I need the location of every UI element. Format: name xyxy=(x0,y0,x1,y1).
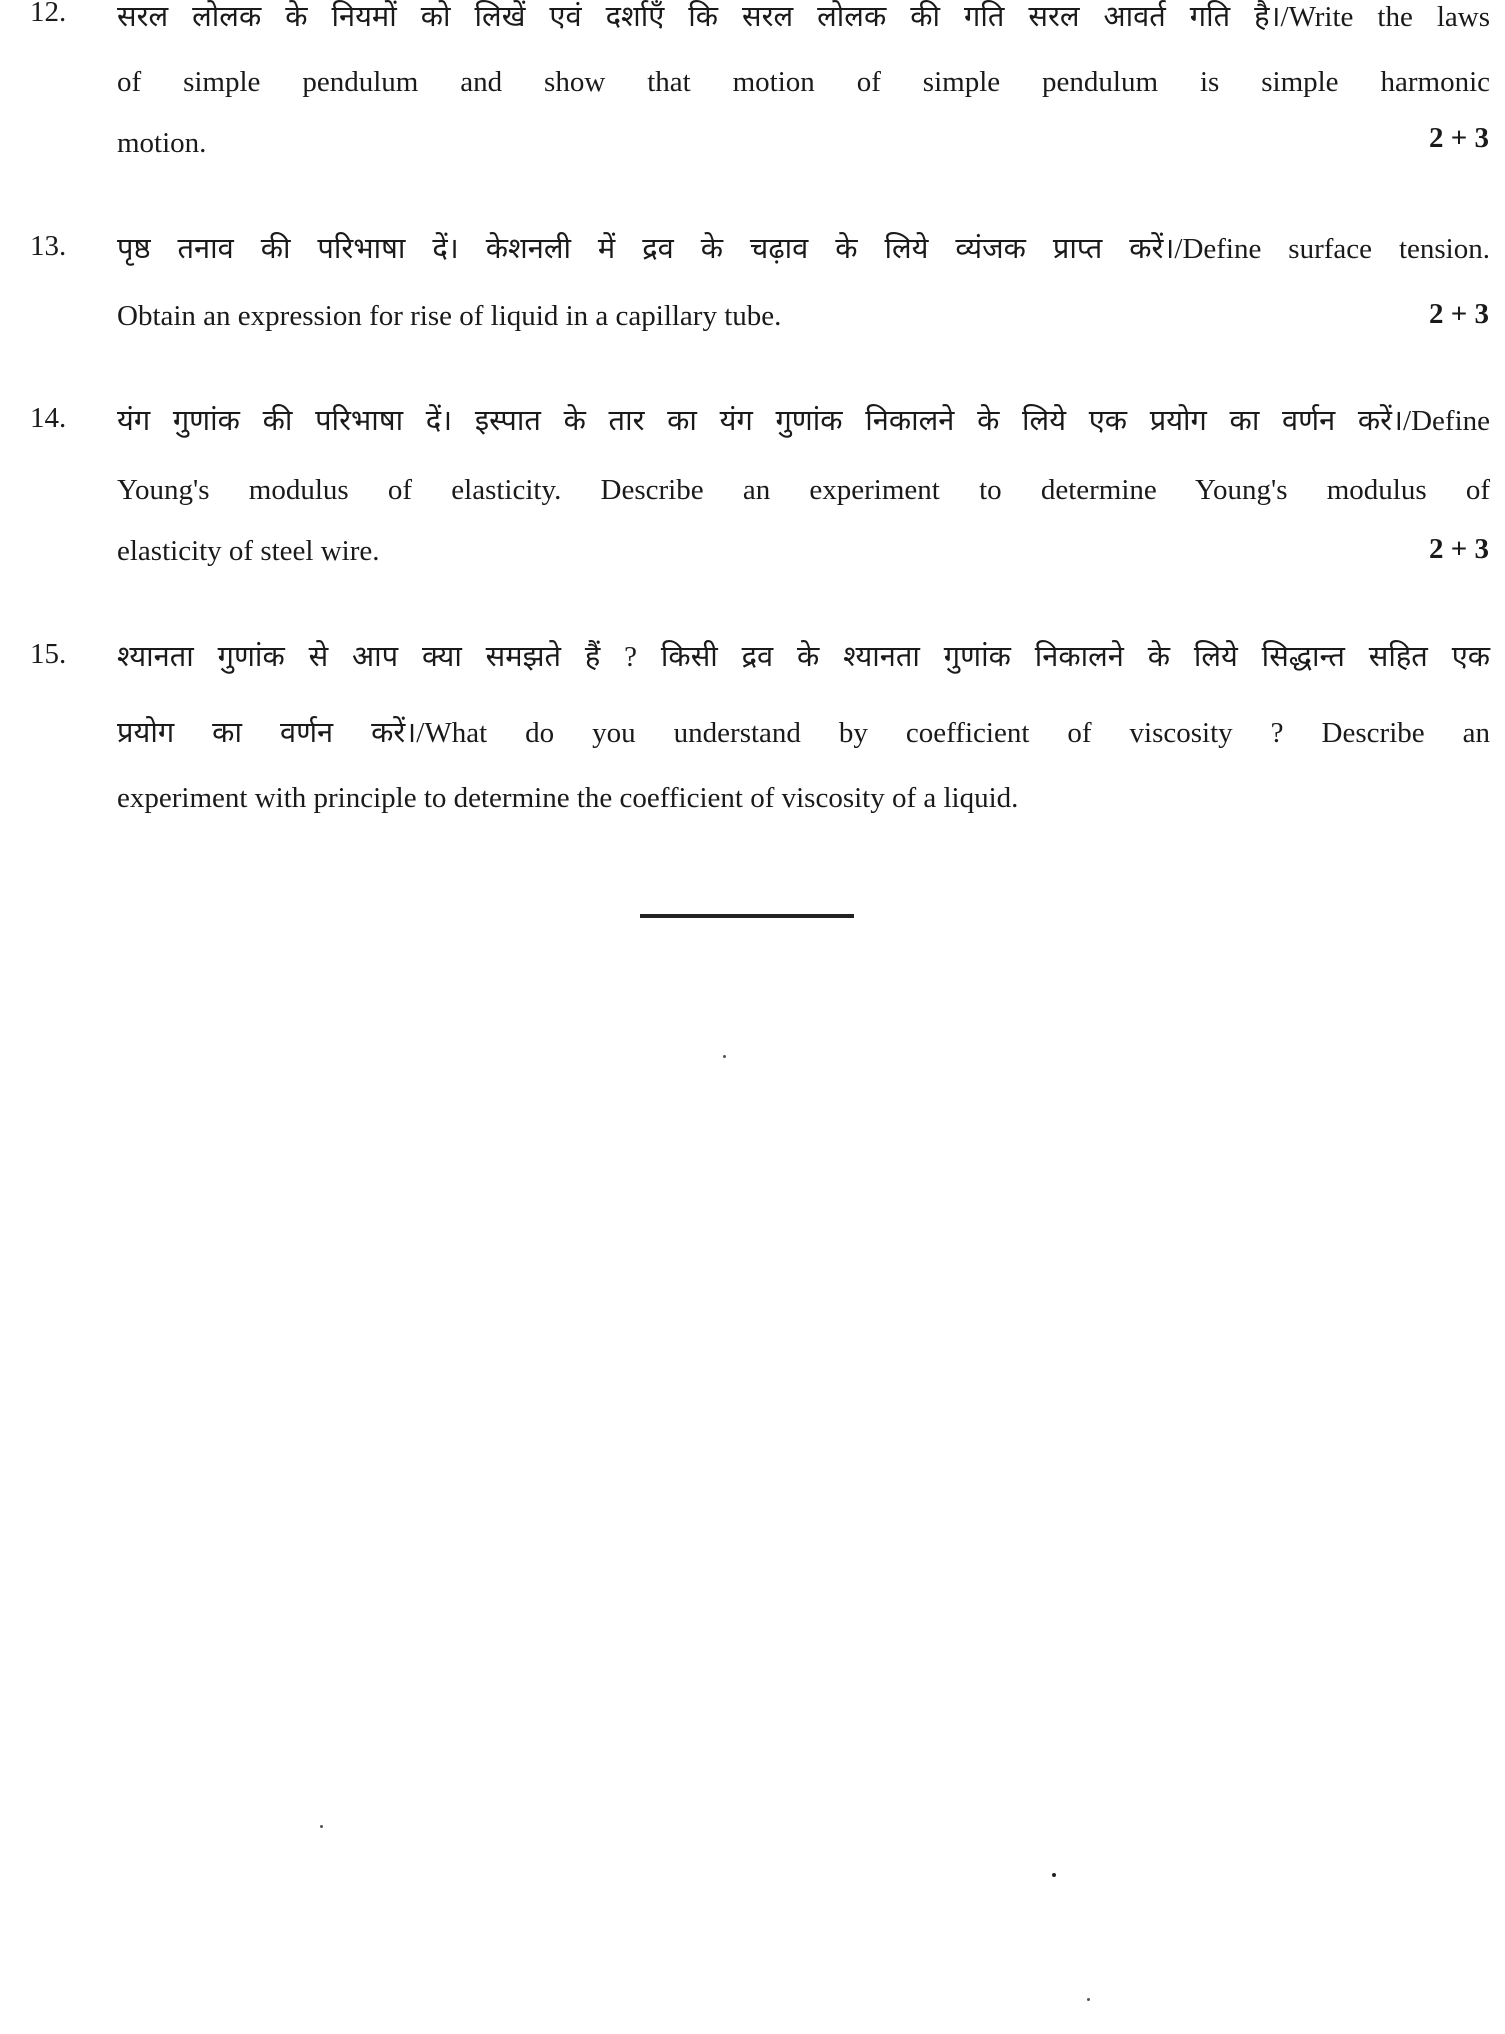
question-number: 12. xyxy=(30,0,67,28)
question-text-line: of simple pendulum and show that motion of simple pendulum is simple harmonic xyxy=(117,66,1490,98)
question-number: 14. xyxy=(30,402,67,434)
question-number: 13. xyxy=(30,230,67,262)
marks: 2 + 3 xyxy=(1428,122,1489,154)
scan-speck xyxy=(723,1055,726,1058)
marks: 2 + 3 xyxy=(1428,533,1489,565)
scan-speck xyxy=(1087,1998,1090,2001)
question-text-line: सरल लोलक के नियमों को लिखें एवं दर्शाएँ कि सरल लोलक की गति सरल आवर्त गति है।/Write the laws xyxy=(117,1,1490,33)
scan-speck xyxy=(1052,1873,1056,1877)
question-text-line: पृष्ठ तनाव की परिभाषा दें। केशनली में द्रव के चढ़ाव के लिये व्यंजक प्राप्त करें।/Define surface tension. xyxy=(117,233,1490,265)
question-text-line: experiment with principle to determine the coefficient of viscosity of a liquid. xyxy=(117,782,1019,814)
scan-speck xyxy=(320,1825,323,1828)
marks: 2 + 3 xyxy=(1428,298,1489,330)
question-text-line: यंग गुणांक की परिभाषा दें। इस्पात के तार का यंग गुणांक निकालने के लिये एक प्रयोग का वर्णन करें।/Define xyxy=(117,405,1490,437)
end-rule xyxy=(640,914,854,918)
question-text-line: श्यानता गुणांक से आप क्या समझते हैं ? किसी द्रव के श्यानता गुणांक निकालने के लिये सिद्धान्त सहित एक xyxy=(117,641,1490,673)
question-text-line: motion. xyxy=(117,127,207,159)
question-text-line: Young's modulus of elasticity. Describe an experiment to determine Young's modulus of xyxy=(117,474,1490,506)
question-text-line: प्रयोग का वर्णन करें।/What do you understand by coefficient of viscosity ? Describe an xyxy=(117,717,1490,749)
question-text-line: Obtain an expression for rise of liquid in a capillary tube. xyxy=(117,300,782,332)
question-number: 15. xyxy=(30,638,67,670)
question-text-line: elasticity of steel wire. xyxy=(117,535,380,567)
